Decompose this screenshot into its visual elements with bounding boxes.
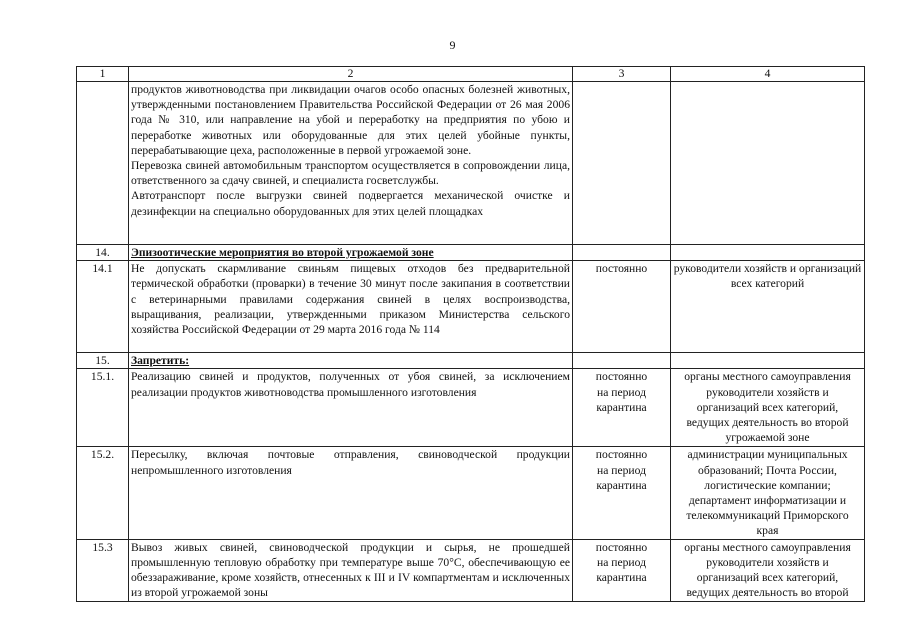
paragraph-disinfection: Автотранспорт после выгрузки свиней подвергается механической очистке и дезинфекции на специально оборудованных для этих целей площадках [131, 189, 570, 218]
measure-text: Пересылку, включая почтовые отправления, свиноводческой продукции непромышленного изготовления [129, 447, 573, 539]
table-row-section-14 [77, 245, 865, 261]
responsible-text: руководители хозяйств и организаций всех категорий [671, 261, 865, 353]
term-cell [573, 539, 671, 601]
table-row-15-3 [77, 539, 865, 601]
table-header-row [77, 67, 865, 82]
term-line: на период [597, 555, 646, 569]
term-line: постоянно [595, 448, 648, 462]
measure-text: Реализацию свиней и продуктов, полученных от убоя свиней, за исключением реализации продуктов животноводства промышленного изготовления [129, 369, 573, 447]
row-number: 14.1 [77, 261, 129, 353]
row-number-cell [77, 82, 129, 245]
responsible-line: органы местного самоуправления [684, 540, 851, 554]
responsible-line: образований; Почта России, [698, 463, 837, 477]
responsible-line: организаций всех категорий, [696, 400, 839, 414]
responsible-cell [671, 353, 865, 369]
term-cell [573, 353, 671, 369]
responsible-cell [671, 82, 865, 245]
responsible-line: ведущих деятельность во второй [686, 586, 849, 600]
responsible-line: угрожаемой зоне [725, 431, 810, 445]
term-line: на период [597, 463, 646, 477]
paragraph-transport: Перевозка свиней автомобильным транспортом осуществляется в сопровождении лица, ответственного за сдачу свиней, и специалиста госветслужбы. [131, 159, 570, 188]
column-header-2: 2 [129, 67, 573, 82]
responsible-line: логистические компании; [704, 478, 831, 492]
column-header-4: 4 [671, 67, 865, 82]
measure-text: Не допускать скармливание свиньям пищевых отходов без предварительной термической обработки (проварки) в течение 30 минут после закипания в соответствии с ветеринарными правилами содержания свиней в целях воспроизводства, выращивания, реализации, утвержденными приказом Министерства сельского хозяйства Российской Федерации от 29 марта 2016 года № 114 [129, 261, 573, 353]
column-header-3: 3 [573, 67, 671, 82]
continuation-text-cell [129, 82, 573, 245]
section-title: Запретить: [129, 353, 573, 369]
responsible-line: края [756, 524, 779, 538]
responsible-line: органы местного самоуправления [684, 370, 851, 384]
paragraph-slaughter: продуктов животноводства при ликвидации очагов особо опасных болезней животных, утвержденными постановлением Правительства Российской Федерации от 26 мая 2006 года № 310, или направление на убой и переработку на предприятия по убою и переработке животных или оборудованные для этих целей убойные пункты, перерабатывающие цеха, расположенные в первой угрожаемой зоне. [131, 83, 570, 157]
responsible-cell [671, 369, 865, 447]
responsible-line: ведущих деятельность во второй [686, 416, 849, 430]
table-row-15-1 [77, 369, 865, 447]
responsible-line: департамент информатизации и [688, 494, 847, 508]
section-title: Эпизоотические мероприятия во второй угрожаемой зоне [129, 245, 573, 261]
term-line: постоянно [595, 540, 648, 554]
responsible-cell [671, 245, 865, 261]
term-line: карантина [596, 400, 647, 414]
row-number: 15.1. [77, 369, 129, 447]
term-cell [573, 245, 671, 261]
section-number: 14. [77, 245, 129, 261]
term-line: постоянно [595, 370, 648, 384]
term-cell [573, 82, 671, 245]
table-row-continuation [77, 82, 865, 245]
section-number: 15. [77, 353, 129, 369]
responsible-cell [671, 447, 865, 539]
table-row-15-2 [77, 447, 865, 539]
term-line: карантина [596, 478, 647, 492]
page-number: 9 [449, 38, 456, 52]
responsible-cell [671, 539, 865, 601]
term-cell [573, 447, 671, 539]
responsible-line: организаций всех категорий, [696, 571, 839, 585]
responsible-line: руководители хозяйств и [706, 385, 829, 399]
term-line: карантина [596, 571, 647, 585]
responsible-line: телекоммуникаций Приморского [686, 509, 849, 523]
table-row-14-1 [77, 261, 865, 353]
term-cell [573, 369, 671, 447]
responsible-line: руководители хозяйств и [706, 555, 829, 569]
term-line: на период [597, 385, 646, 399]
column-header-1: 1 [77, 67, 129, 82]
row-number: 15.2. [77, 447, 129, 539]
term-text: постоянно [573, 261, 671, 353]
table-row-section-15 [77, 353, 865, 369]
measure-text: Вывоз живых свиней, свиноводческой продукции и сырья, не прошедшей промышленную тепловую обработку при температуре выше 70°С, обеспечивающую ее обеззараживание, кроме хозяйств, отнесенных к III и IV компартментам и исключенных из второй угрожаемой зоны [129, 539, 573, 601]
measures-table [76, 66, 865, 602]
responsible-line: администрации муниципальных [687, 448, 848, 462]
row-number: 15.3 [77, 539, 129, 601]
